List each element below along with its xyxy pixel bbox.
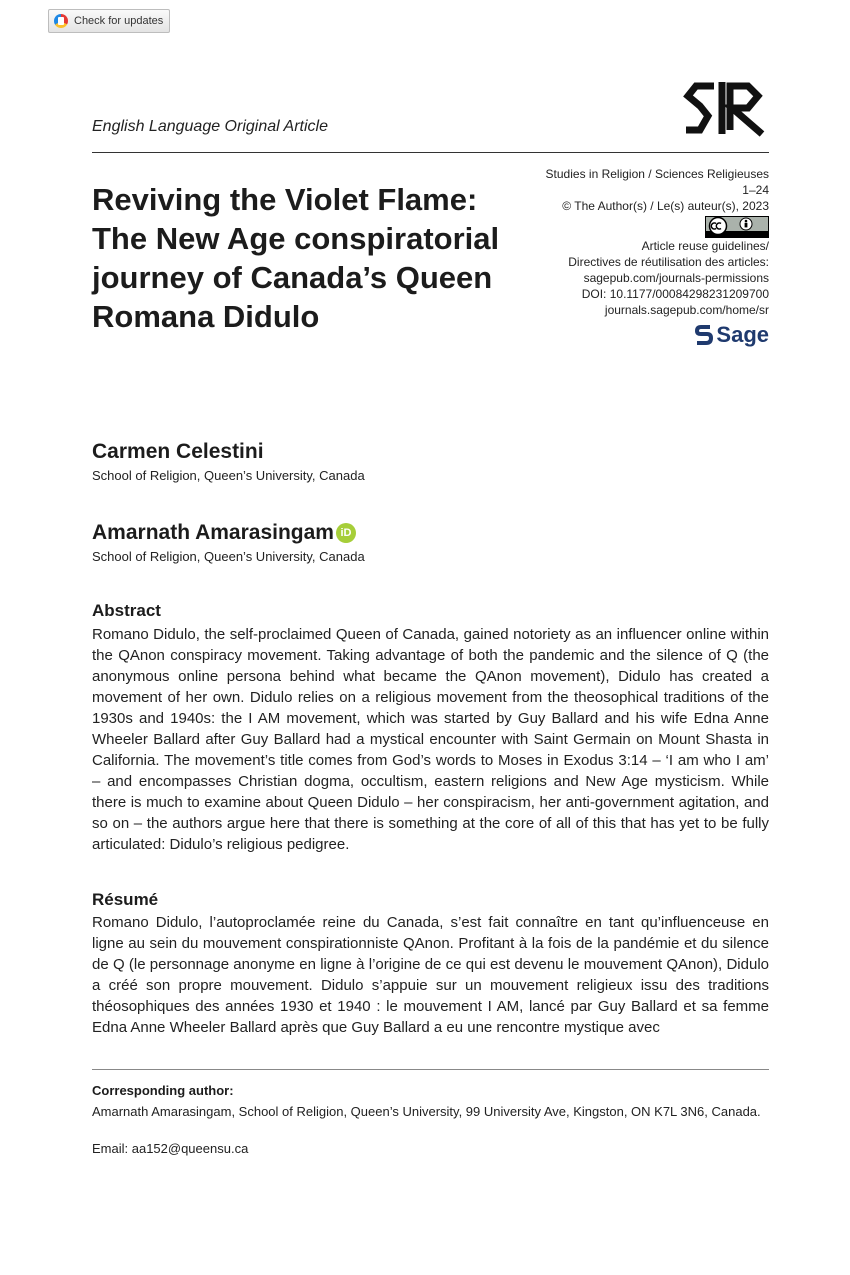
reuse-guidelines: Article reuse guidelines/ bbox=[641, 239, 769, 253]
author-affiliation: School of Religion, Queen’s University, Canada bbox=[92, 468, 365, 483]
resume-text: Romano Didulo, l’autoproclamée reine du Canada, s’est fait connaître en tant qu’influenceuse en ligne au sein du mouvement conspirationniste QAnon. Profitant à la fois de la pandémie et du silence de Q (le personnage anonyme en ligne à l’origine de ce qui est devenu le mouvement QAnon), Didulo a créé son propre mouvement. Didulo s’appuie sur un mouvement religieux issu des traditions théosophiques des années 1930 et 1940 : le mouvement I AM, lancé par Guy Ballard et sa femme Edna Anne Wheeler Ballard après que Guy Ballard a eu une rencontre mystique avec bbox=[92, 914, 769, 1036]
copyright: © The Author(s) / Le(s) auteur(s), 2023 bbox=[562, 199, 769, 213]
permissions-link[interactable]: sagepub.com/journals-permissions bbox=[583, 271, 769, 285]
sr-logo-icon bbox=[682, 78, 768, 138]
author-name-text: Amarnath Amarasingam bbox=[92, 521, 334, 544]
corresponding-author-email[interactable]: Email: aa152@queensu.ca bbox=[92, 1141, 249, 1156]
reuse-guidelines-fr: Directives de réutilisation des articles: bbox=[568, 255, 769, 269]
footer-divider bbox=[92, 1069, 769, 1070]
header-divider bbox=[92, 152, 769, 153]
page-range: 1–24 bbox=[742, 183, 769, 197]
check-for-updates-button[interactable] bbox=[48, 9, 170, 33]
article-title: Reviving the Violet Flame: The New Age conspiratorial journey of Canada’s Queen Romana Didulo bbox=[92, 182, 500, 334]
crossmark-icon bbox=[54, 14, 68, 28]
corresponding-author-address: Amarnath Amarasingam, School of Religion, Queen’s University, 99 University Ave, Kingston, ON K7L 3N6, Canada. bbox=[92, 1104, 761, 1119]
cc-by-icon[interactable] bbox=[705, 216, 769, 238]
journal-homepage-link[interactable]: journals.sagepub.com/home/sr bbox=[604, 303, 769, 317]
author-name bbox=[92, 521, 356, 545]
author-affiliation: School of Religion, Queen’s University, Canada bbox=[92, 549, 365, 564]
publisher-name: Sage bbox=[716, 322, 769, 347]
doi[interactable]: DOI: 10.1177/00084298231209700 bbox=[581, 287, 769, 301]
check-for-updates-label: Check for updates bbox=[74, 15, 164, 27]
abstract-heading: Abstract bbox=[92, 601, 161, 620]
article-type: English Language Original Article bbox=[92, 118, 328, 135]
sage-s-icon bbox=[695, 324, 713, 346]
journal-name: Studies in Religion / Sciences Religieuses bbox=[545, 167, 769, 181]
author-name: Carmen Celestini bbox=[92, 440, 264, 463]
sage-logo bbox=[695, 324, 769, 346]
publication-info bbox=[480, 166, 769, 350]
corresponding-author-label: Corresponding author: bbox=[92, 1083, 234, 1098]
orcid-icon[interactable]: iD bbox=[336, 523, 356, 543]
abstract-text: Romano Didulo, the self-proclaimed Queen of Canada, gained notoriety as an influencer online within the QAnon conspiracy movement. Taking advantage of both the pandemic and the silence of Q (the anonymous online persona behind what became the QAnon movement), Didulo has created a movement of her own. Didulo relies on a religious movement from the theosophical traditions of the 1930s and 1940s: the I AM movement, which was started by Guy Ballard and his wife Edna Anne Wheeler Ballard after Guy Ballard had a mystical encounter with Saint Germain on Mount Shasta in California. The movement’s title comes from God’s words to Moses in Exodus 3:14 – ‘I am who I am’ – and encompasses Christian dogma, occultism, eastern religions and New Age mysticism. While there is much to examine about Queen Didulo – her conspiracism, her anti-government agitation, and so on – the authors argue here that there is something at the core of all of this that has yet to be fully articulated: Didulo’s religious pedigree. bbox=[92, 626, 769, 853]
resume-heading: Résumé bbox=[92, 890, 159, 909]
